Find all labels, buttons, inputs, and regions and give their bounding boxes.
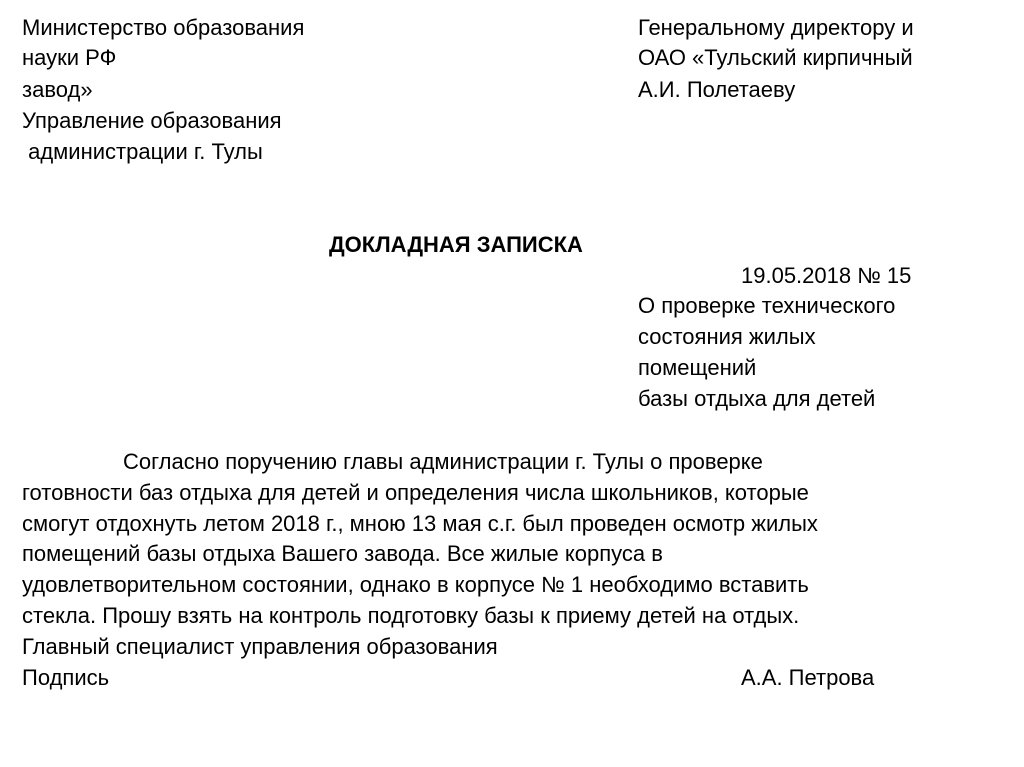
document-date-number: 19.05.2018 № 15 [741,263,912,288]
document-title: ДОКЛАДНАЯ ЗАПИСКА [329,232,583,257]
subject-line-4: базы отдыха для детей [638,386,876,411]
sender-line-2: науки РФ [22,45,117,70]
recipient-line-1: Генеральному директору и [638,15,914,40]
sender-line-1: Министерство образования [22,15,305,40]
signer-position: Главный специалист управления образования [22,634,498,659]
body-line-3: смогут отдохнуть летом 2018 г., мною 13 мая с.г. был проведен осмотр жилых [22,511,818,536]
body-line-4: помещений базы отдыха Вашего завода. Все жилые корпуса в [22,541,663,566]
subject-line-1: О проверке технического [638,293,896,318]
body-line-1: Согласно поручению главы администрации г. Тулы о проверке [123,449,763,474]
recipient-line-2: ОАО «Тульский кирпичный [638,45,913,70]
sender-line-3: завод» [22,77,93,102]
body-line-5: удовлетворительном состоянии, однако в корпусе № 1 необходимо вставить [22,572,809,597]
body-line-6: стекла. Прошу взять на контроль подготовку базы к приему детей на отдых. [22,603,800,628]
signer-name: А.А. Петрова [741,665,875,690]
subject-line-2: состояния жилых [638,324,816,349]
recipient-line-3: А.И. Полетаеву [638,77,796,102]
sender-line-4: Управление образования [22,108,282,133]
sender-line-5: администрации г. Тулы [22,139,263,164]
body-line-2: готовности баз отдыха для детей и определения числа школьников, которые [22,480,809,505]
subject-line-3: помещений [638,355,757,380]
signature-label: Подпись [22,665,110,690]
